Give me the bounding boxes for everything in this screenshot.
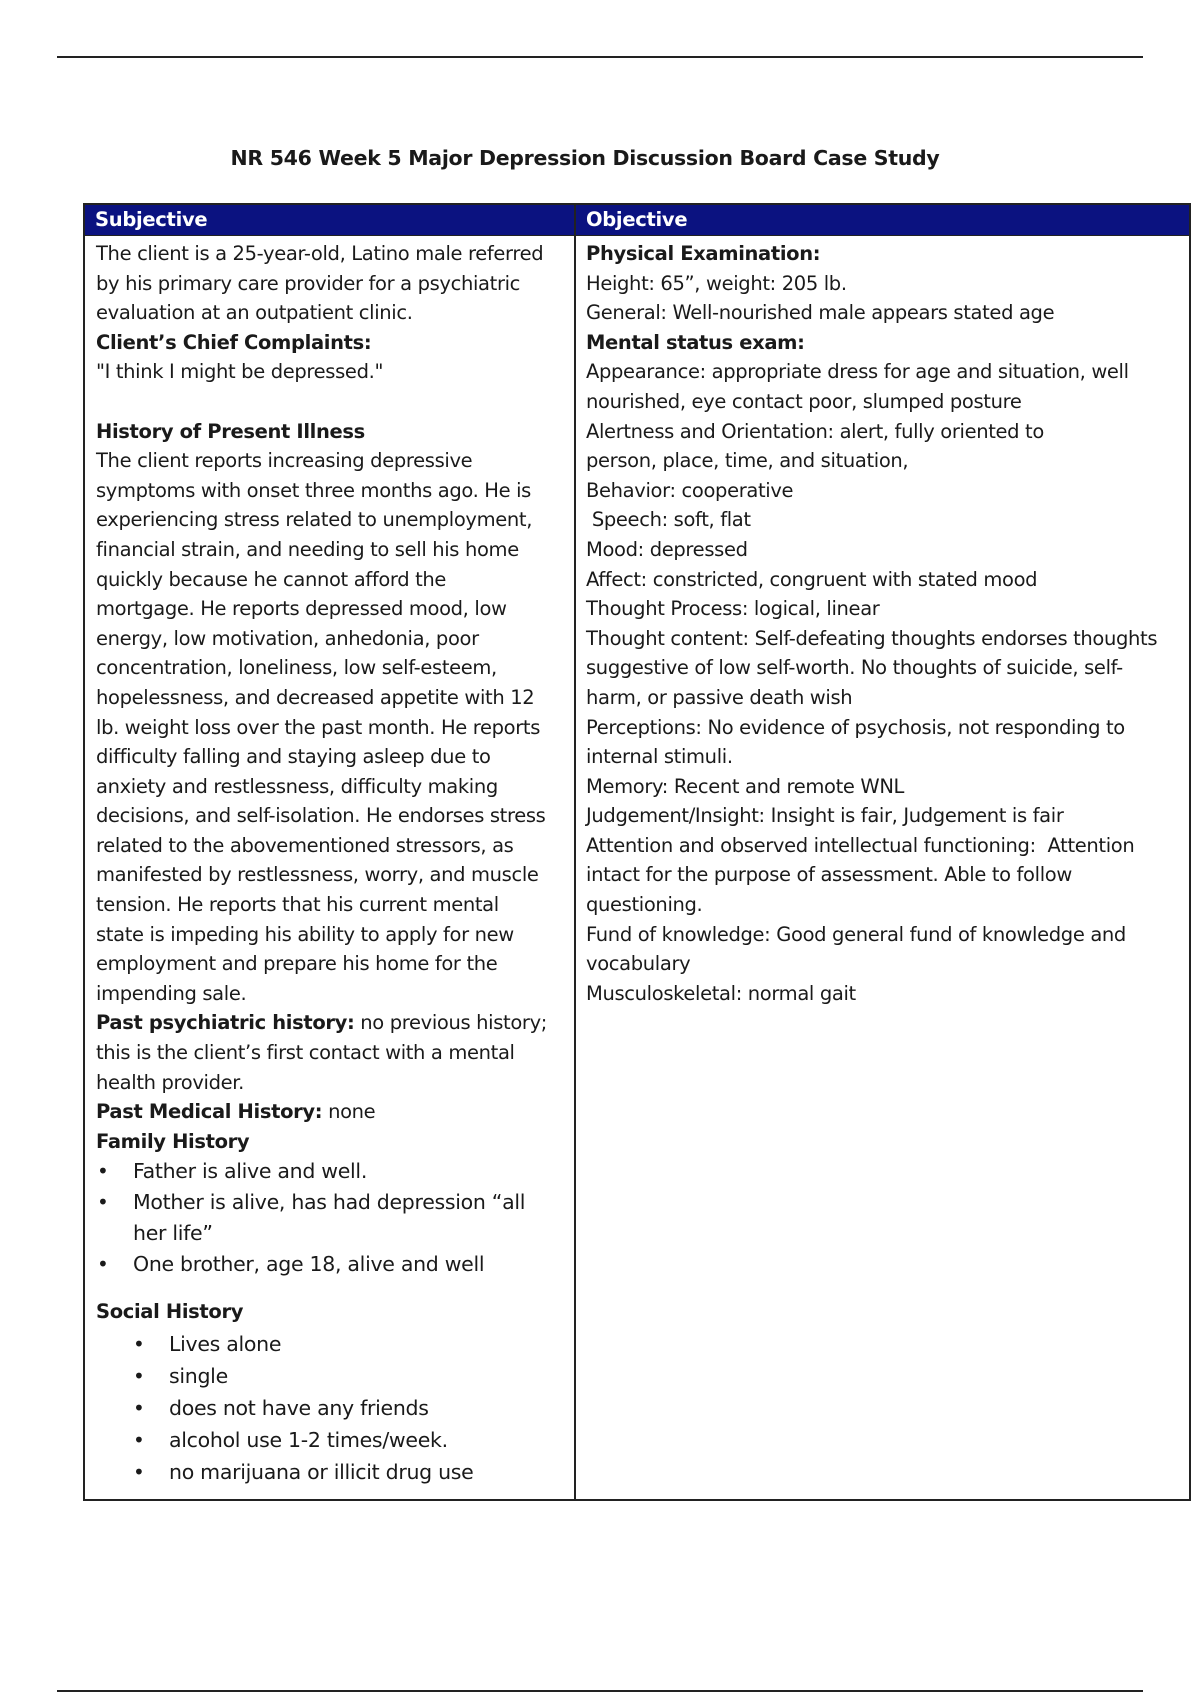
mse-line: Fund of knowledge: Good general fund of knowledge and <box>586 922 1126 946</box>
hpi-line: The client reports increasing depressive <box>96 449 473 473</box>
list-item: • Lives alone <box>96 1328 568 1360</box>
bullet-icon: • <box>133 1428 145 1452</box>
intro-line: The client is a 25-year-old, Latino male referred <box>96 242 544 265</box>
mse-heading: Mental status exam: <box>586 330 805 354</box>
spacer <box>96 1280 568 1297</box>
hpi-line: hopelessness, and decreased appetite with 12 <box>96 685 535 709</box>
bullet-icon: • <box>97 1159 109 1184</box>
list-item: • does not have any friends <box>96 1392 568 1424</box>
past-psych-line: this is the client’s first contact with a mental <box>96 1041 515 1065</box>
mse-line: nourished, eye contact poor, slumped posture <box>586 389 1022 413</box>
mse-line: harm, or passive death wish <box>586 685 853 709</box>
past-medical-history <box>96 1097 568 1127</box>
case-study-table <box>83 203 1191 1501</box>
past-psych-label: Past psychiatric history: <box>96 1011 355 1035</box>
hpi-line: symptoms with onset three months ago. He is <box>96 478 531 502</box>
chief-complaint-quote: "I think I might be depressed." <box>96 360 384 384</box>
mse-line: Thought content: Self-defeating thoughts endorses thoughts <box>586 626 1158 650</box>
bullet-icon: • <box>133 1460 145 1484</box>
hpi-line: financial strain, and needing to sell his home <box>96 537 519 561</box>
past-psych-value: no previous history; <box>354 1011 547 1035</box>
hpi-line: energy, low motivation, anhedonia, poor <box>96 626 479 650</box>
past-psych-line: health provider. <box>96 1070 244 1094</box>
intro-line: by his primary care provider for a psychiatric <box>96 271 521 295</box>
footer-rule <box>57 1690 1143 1692</box>
bullet-icon: • <box>97 1190 109 1215</box>
mse-line: questioning. <box>586 893 703 917</box>
bullet-icon: • <box>133 1396 145 1420</box>
general-finding: General: Well-nourished male appears stated age <box>586 301 1055 325</box>
mse-line: Perceptions: No evidence of psychosis, not responding to <box>586 715 1125 739</box>
list-item: • One brother, age 18, alive and well <box>96 1249 568 1280</box>
hpi-line: decisions, and self-isolation. He endorses stress <box>96 804 546 828</box>
hpi-line: state is impeding his ability to apply for new <box>96 922 514 946</box>
mse-line: Behavior: cooperative <box>586 478 794 502</box>
mse-line: Appearance: appropriate dress for age and situation, well <box>586 360 1129 384</box>
social-history-list <box>96 1328 568 1488</box>
social-history-heading: Social History <box>96 1300 244 1324</box>
mse-line: internal stimuli. <box>586 745 733 769</box>
mse-line: Attention and observed intellectual functioning: Attention <box>586 833 1135 857</box>
mse-line: suggestive of low self-worth. No thoughts of suicide, self- <box>586 656 1123 680</box>
height-weight: Height: 65”, weight: 205 lb. <box>586 271 847 295</box>
objective-column <box>576 205 1189 1499</box>
document-title: NR 546 Week 5 Major Depression Discussion Board Case Study <box>230 146 940 170</box>
family-history-list <box>96 1156 568 1280</box>
hpi-line: employment and prepare his home for the <box>96 952 498 976</box>
hpi-line: quickly because he cannot afford the <box>96 567 447 591</box>
mse-line: Thought Process: logical, linear <box>586 597 880 621</box>
hpi-line: tension. He reports that his current mental <box>96 893 499 917</box>
bullet-icon: • <box>133 1332 145 1356</box>
hpi-line: experiencing stress related to unemployment, <box>96 508 533 532</box>
bullet-icon: • <box>97 1252 109 1277</box>
mse-line: vocabulary <box>586 952 691 976</box>
mse-line: Musculoskeletal: normal gait <box>586 981 856 1005</box>
mse-line: Alertness and Orientation: alert, fully oriented to <box>586 419 1044 443</box>
mse-line: intact for the purpose of assessment. Able to follow <box>586 863 1072 887</box>
list-item-continuation: her life” <box>133 1221 213 1246</box>
hpi-line: manifested by restlessness, worry, and muscle <box>96 863 539 887</box>
mse-line: Speech: soft, flat <box>586 508 751 532</box>
hpi-line: related to the abovementioned stressors, as <box>96 833 514 857</box>
intro-line: evaluation at an outpatient clinic. <box>96 301 413 325</box>
family-history-heading: Family History <box>96 1129 250 1153</box>
mse-line: Memory: Recent and remote WNL <box>586 774 905 798</box>
list-item: • single <box>96 1360 568 1392</box>
objective-body <box>576 236 1189 1008</box>
list-item: • Mother is alive, has had depression “all <box>96 1187 568 1218</box>
subjective-header: Subjective <box>85 205 574 236</box>
hpi-line: lb. weight loss over the past month. He reports <box>96 715 541 739</box>
header-rule <box>57 56 1143 58</box>
hpi-line: difficulty falling and staying asleep due to <box>96 745 491 769</box>
mse-line: Judgement/Insight: Insight is fair, Judgement is fair <box>586 804 1064 828</box>
objective-header: Objective <box>576 205 1189 236</box>
list-item: • Father is alive and well. <box>96 1156 568 1187</box>
past-medical-value: none <box>322 1100 376 1124</box>
subjective-column <box>85 205 576 1499</box>
hpi-line: mortgage. He reports depressed mood, low <box>96 597 507 621</box>
past-psych-history <box>96 1008 568 1038</box>
hpi-line: concentration, loneliness, low self-esteem, <box>96 656 497 680</box>
chief-complaints-heading: Client’s Chief Complaints: <box>96 330 372 354</box>
bullet-icon: • <box>133 1364 145 1388</box>
list-item: • alcohol use 1-2 times/week. <box>96 1424 568 1456</box>
mse-line: Mood: depressed <box>586 537 748 561</box>
past-medical-label: Past Medical History: <box>96 1100 323 1124</box>
spacer <box>96 387 568 417</box>
hpi-line: impending sale. <box>96 981 247 1005</box>
physical-exam-heading: Physical Examination: <box>586 242 821 265</box>
subjective-body <box>85 236 574 1488</box>
mse-line: person, place, time, and situation, <box>586 449 909 473</box>
hpi-heading: History of Present Illness <box>96 419 365 443</box>
mse-line: Affect: constricted, congruent with stated mood <box>586 567 1038 591</box>
hpi-line: anxiety and restlessness, difficulty making <box>96 774 498 798</box>
list-item: • no marijuana or illicit drug use <box>96 1456 568 1488</box>
